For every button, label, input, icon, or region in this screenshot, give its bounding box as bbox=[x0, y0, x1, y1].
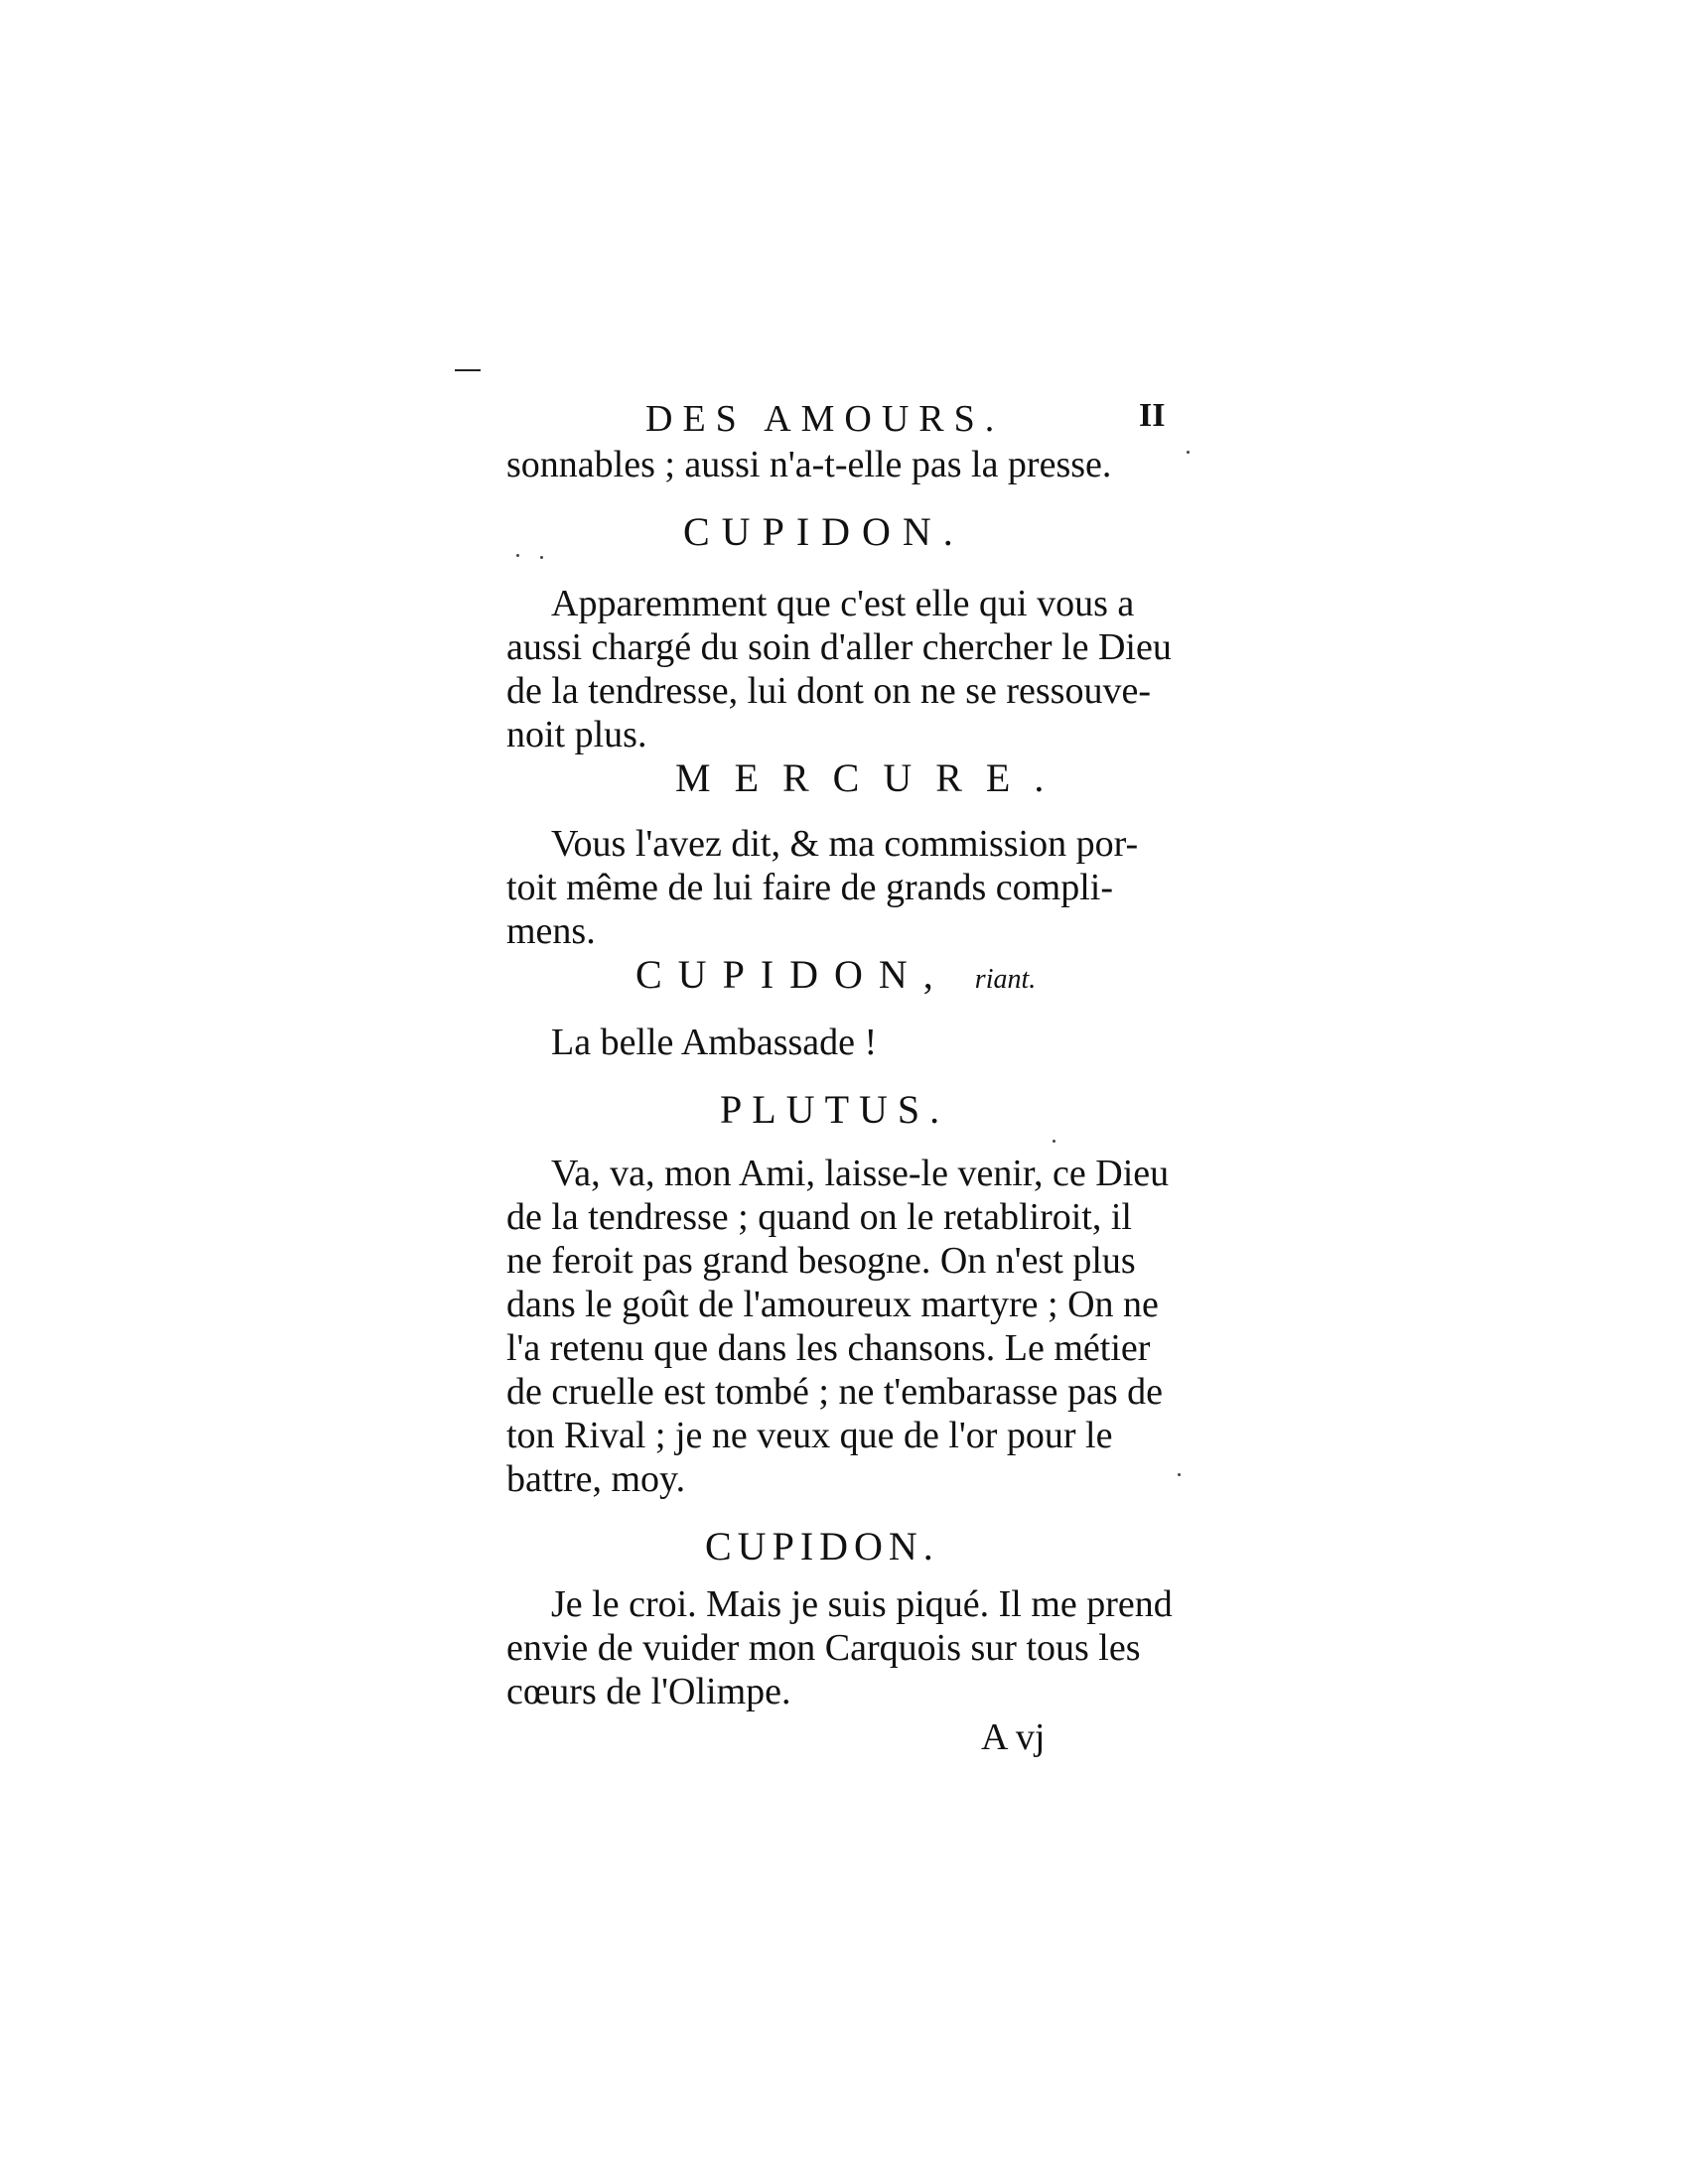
margin-dash bbox=[455, 369, 481, 371]
text-line: noit plus. bbox=[506, 714, 647, 755]
text-line: ne feroit pas grand besogne. On n'est plus bbox=[506, 1240, 1136, 1282]
speaker-name bbox=[683, 508, 965, 555]
text-line: aussi chargé du soin d'aller chercher le Dieu bbox=[506, 626, 1172, 668]
text-line: de la tendresse ; quand on le retabliroit, il bbox=[506, 1196, 1132, 1238]
speaker-label: CUPIDON. bbox=[705, 1524, 939, 1569]
text-line: cœurs de l'Olimpe. bbox=[506, 1671, 791, 1712]
text-line: dans le goût de l'amoureux martyre ; On ne bbox=[506, 1284, 1159, 1325]
ink-speck bbox=[1053, 1140, 1055, 1143]
text-line: Apparemment que c'est elle qui vous a bbox=[551, 583, 1135, 624]
signature-mark: A vj bbox=[981, 1716, 1046, 1758]
ink-speck bbox=[516, 554, 519, 557]
text-line: ton Rival ; je ne veux que de l'or pour le bbox=[506, 1415, 1113, 1456]
speaker-label: MERCURE. bbox=[675, 755, 1068, 800]
ink-speck bbox=[1178, 1473, 1181, 1476]
ink-speck bbox=[540, 556, 543, 559]
speaker-name bbox=[705, 1523, 939, 1570]
text-line: mens. bbox=[506, 910, 596, 952]
speaker-label: CUPIDON, bbox=[635, 952, 949, 997]
text-line: de la tendresse, lui dont on ne se ressouve- bbox=[506, 670, 1151, 712]
text-line: envie de vuider mon Carquois sur tous les bbox=[506, 1627, 1141, 1669]
text-line: battre, moy. bbox=[506, 1458, 686, 1500]
ink-speck bbox=[1187, 451, 1190, 454]
stage-direction: riant. bbox=[974, 964, 1037, 995]
speaker-name bbox=[675, 754, 1067, 801]
text-line: de cruelle est tombé ; ne t'embarasse pas de bbox=[506, 1371, 1164, 1413]
text-line: La belle Ambassade ! bbox=[551, 1022, 878, 1063]
speaker-name bbox=[635, 951, 1036, 998]
speaker-name bbox=[720, 1086, 949, 1133]
text-line: l'a retenu que dans les chansons. Le métier bbox=[506, 1327, 1151, 1369]
page-number: II bbox=[1139, 397, 1166, 434]
text-line: sonnables ; aussi n'a-t-elle pas la presse. bbox=[506, 444, 1112, 485]
speaker-label: PLUTUS. bbox=[720, 1087, 950, 1132]
text-line: Va, va, mon Ami, laisse-le venir, ce Dieu bbox=[551, 1153, 1170, 1194]
running-head: DES AMOURS. bbox=[645, 398, 1005, 440]
text-line: Je le croi. Mais je suis piqué. Il me prend bbox=[551, 1583, 1173, 1625]
speaker-label: CUPIDON. bbox=[683, 509, 965, 554]
text-line: Vous l'avez dit, & ma commission por- bbox=[551, 823, 1139, 865]
text-line: toit même de lui faire de grands compli- bbox=[506, 867, 1113, 908]
